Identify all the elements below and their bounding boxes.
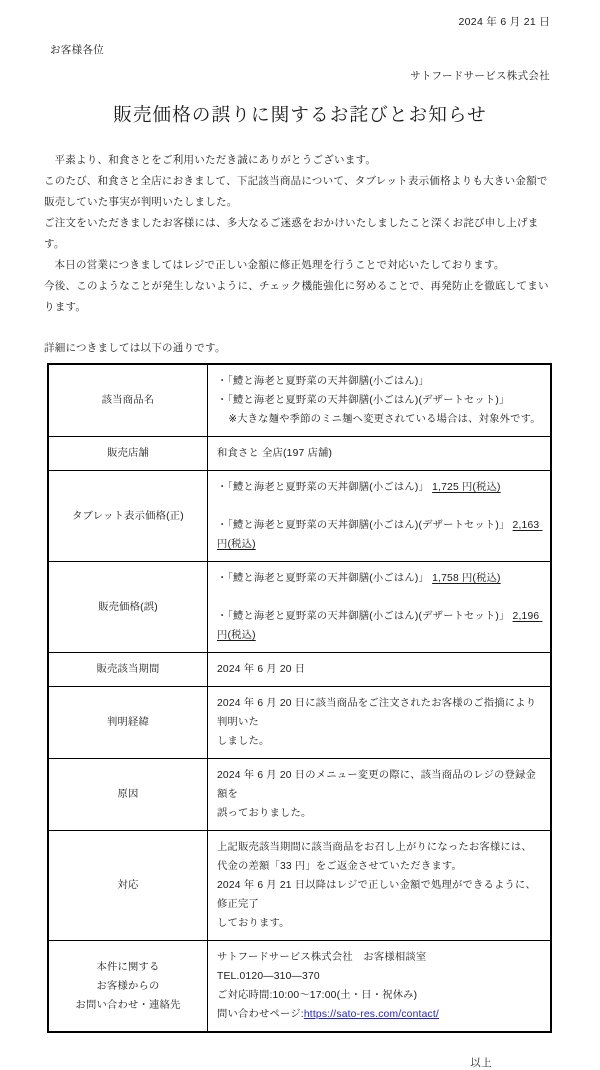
sold-price-line-1 [217,569,544,588]
table-row [48,364,551,437]
product-note: ※大きな麺や季節のミニ麺へ変更されている場合は、対象外です。 [228,414,541,425]
row-value-period [208,653,552,687]
row-label-tablet-price: タブレット表示価格(正) [48,471,208,562]
page-title: 販売価格の誤りに関するお詫びとお知らせ [113,104,487,125]
contact-label-line-3: お問い合わせ・連絡先 [75,999,181,1011]
detail-table [47,363,552,1033]
response-line-3: 2024 年 6 月 21 日以降はレジで正しい金額で処理ができるように、修正完了 [217,880,536,910]
tablet-item-2-price: 2,163 円(税込) [217,520,543,550]
response-line-1: 上記販売該当期間に該当商品をお召し上がりになったお客様には、 [217,842,532,853]
contact-company: サトフードサービス株式会社 お客様相談室 [217,952,427,963]
contact-label-line-2: お客様からの [96,980,160,992]
row-value-product-name [208,364,552,437]
paragraph-greeting: 平素より、和食さとをご利用いただき誠にありがとうございます。 [54,154,377,166]
document-date: 2024 年 6 月 21 日 [458,16,550,28]
row-value-response [208,831,552,941]
paragraph-today-handling: 本日の営業につきましてはレジで正しい金額に修正処理を行うことで対応いたしております。 [54,259,505,271]
response-line-4: しております。 [217,918,290,929]
contact-page-link[interactable]: https://sato-res.com/contact/ [303,1009,439,1020]
tablet-price-line-1 [217,478,544,497]
row-label-contact [48,941,208,1033]
cause-line-1: 2024 年 6 月 20 日のメニュー変更の際に、該当商品のレジの登録金額を [217,770,536,800]
product-item-1: ・「鱧と海老と夏野菜の天丼御膳(小ごはん)」 [217,376,430,387]
sold-item-1-name: ・「鱧と海老と夏野菜の天丼御膳(小ごはん)」 [217,573,430,584]
row-label-period: 販売該当期間 [48,653,208,687]
sold-price-line-2 [217,607,544,645]
contact-page-line [217,1005,544,1024]
body-paragraphs [44,150,556,318]
row-label-product-name: 該当商品名 [48,364,208,437]
row-value-sold-price [208,562,552,653]
table-row [48,759,551,831]
discovery-line-1: 2024 年 6 月 20 日に該当商品をご注文されたお客様のご指摘により判明いた [217,698,537,728]
table-row [48,471,551,562]
table-row [48,941,551,1033]
paragraph-apology: ご注文をいただきましたお客様には、多大なるご迷惑をおかけいたしましたこと深くお詫び申し上げます。 [44,217,539,250]
row-value-contact [208,941,552,1033]
product-item-2: ・「鱧と海老と夏野菜の天丼御膳(小ごはん)(デザートセット)」 [217,395,510,406]
detail-lead-text: 詳細につきましては以下の通りです。 [44,342,226,354]
row-label-cause: 原因 [48,759,208,831]
contact-tel: TEL.0120—310—370 [217,971,320,982]
period-value: 2024 年 6 月 20 日 [217,664,306,675]
row-value-tablet-price [208,471,552,562]
contact-label-line-1: 本件に関する [96,961,160,973]
sold-item-2-name: ・「鱧と海老と夏野菜の天丼御膳(小ごはん)(デザートセット)」 [217,611,510,622]
sold-item-2-price: 2,196 円(税込) [217,611,543,641]
contact-page-prefix: 問い合わせページ: [217,1009,304,1020]
discovery-line-2: しました。 [217,736,270,747]
table-row [48,831,551,941]
row-label-stores: 販売店舗 [48,437,208,471]
table-row [48,437,551,471]
tablet-item-1-price: 1,725 円(税込) [432,482,501,493]
row-value-discovery [208,687,552,759]
response-line-2: 代金の差額「33 円」をご返金させていただきます。 [217,861,463,872]
sold-item-1-price: 1,758 円(税込) [432,573,501,584]
contact-hours: ご対応時間:10:00〜17:00(土・日・祝休み) [217,990,418,1001]
issuer-company: サトフードサービス株式会社 [410,70,550,82]
paragraph-incident: このたび、和食さと全店におきまして、下記該当商品について、タブレット表示価格よりも大きい金額で販売していた事実が判明いたしました。 [44,175,548,208]
row-label-response: 対応 [48,831,208,941]
tablet-item-1-name: ・「鱧と海老と夏野菜の天丼御膳(小ごはん)」 [217,482,430,493]
stores-value: 和食さと 全店(197 店舗) [217,448,333,459]
row-label-discovery: 判明経緯 [48,687,208,759]
closing-text: 以上 [470,1057,492,1069]
row-label-sold-price: 販売価格(誤) [48,562,208,653]
addressee: お客様各位 [50,44,104,56]
row-value-stores [208,437,552,471]
table-row [48,687,551,759]
row-value-cause [208,759,552,831]
cause-line-2: 誤っておりました。 [217,808,312,819]
tablet-item-2-name: ・「鱧と海老と夏野菜の天丼御膳(小ごはん)(デザートセット)」 [217,520,510,531]
paragraph-prevention: 今後、このようなことが発生しないように、チェック機能強化に努めることで、再発防止を徹底してまいります。 [44,280,549,313]
table-row [48,653,551,687]
tablet-price-line-2 [217,516,544,554]
table-row [48,562,551,653]
